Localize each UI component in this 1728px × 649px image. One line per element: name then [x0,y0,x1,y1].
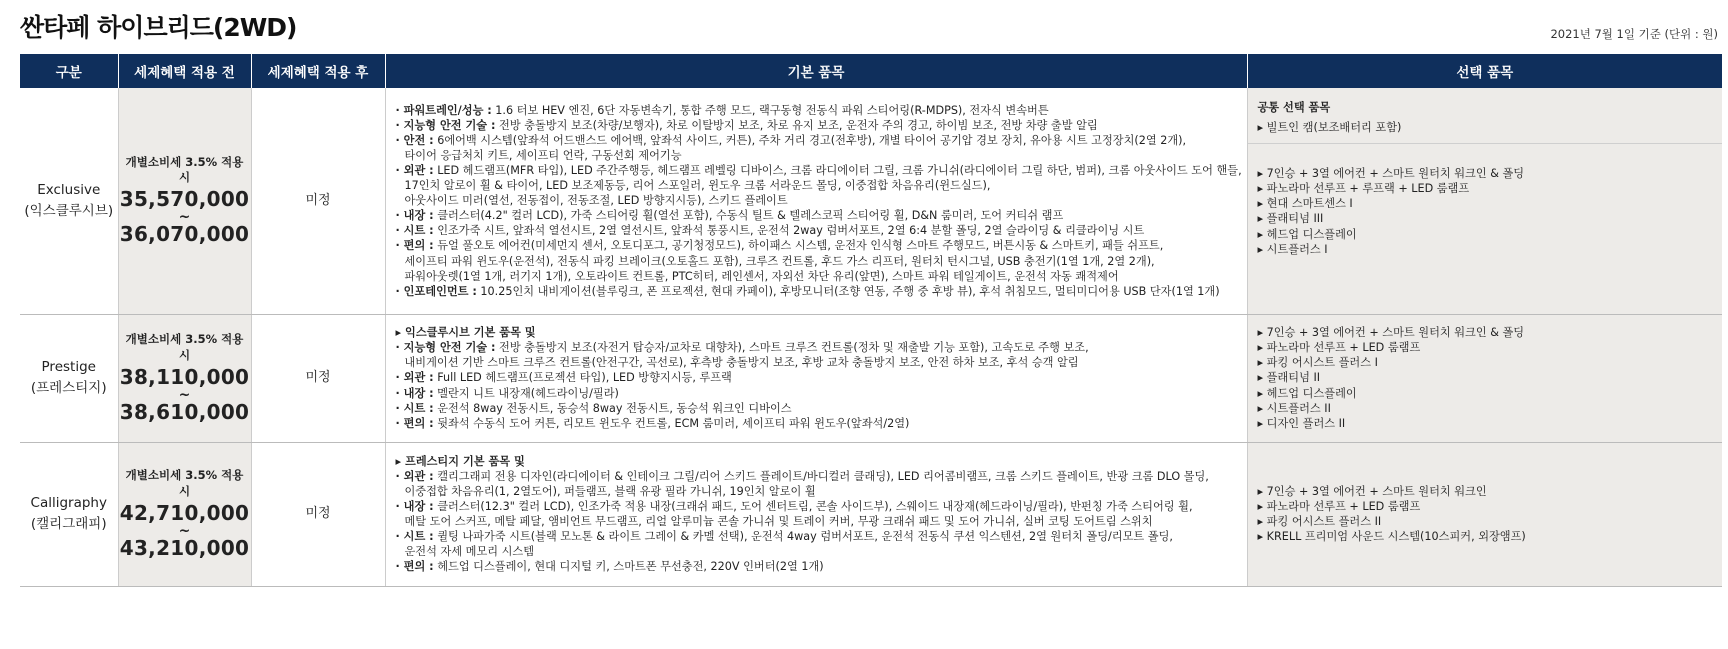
basic-item-continuation: 파워아웃렛(1열 1개, 러기지 1개), 오토라이트 컨트롤, PTC히터, 레인센서, 자외선 차단 유리(앞면), 스마트 파워 테일게이트, 운전석 자동 쾌적제어 [404,269,1119,283]
trim-name-cell [20,442,118,586]
basic-item [396,386,1237,401]
basic-item-text: 클러스터(12.3" 컬러 LCD), 인조가죽 적용 내장(크래쉬 패드, 도어 센터트림, 콘솔 사이드부), 스웨이드 내장재(헤드라이닝/필라), 반펀칭 가죽 스티어링 휠, [433,499,1193,513]
price-before-cell [118,442,251,586]
basic-item-text: 인조가죽 시트, 앞좌석 열선시트, 2열 열선시트, 앞좌석 통풍시트, 운전석 2way 럼버서포트, 2열 6:4 분할 폴딩, 2열 슬라이딩 & 리클라이닝 시트 [433,224,1145,238]
option-item: ▸ 파킹 어시스트 플러스 I [1257,356,1378,370]
common-options [1248,100,1723,144]
basic-item [396,454,1237,469]
basic-item-category: · 파워트레인/성능 : [395,103,492,117]
basic-item-text: 뒷좌석 수동식 도어 커튼, 리모트 윈도우 컨트롤, ECM 룸미러, 세이프티 파워 윈도우(앞좌석/2열) [433,416,910,430]
tax-label: 개별소비세 3.5% 적용 시 [125,332,244,362]
trim-name-cell [20,88,118,314]
option-item: ▸ 헤드업 디스플레이 [1257,386,1357,400]
basic-item-category: · 편의 : [395,416,434,430]
table-row [20,314,1722,442]
price-max: 38,610,000 [119,399,250,424]
price-after-cell [251,88,385,314]
basic-item-text: 멜란지 니트 내장재(헤드라이닝/필라) [433,386,619,400]
basic-item-category: ▸ 익스클루시브 기본 품목 및 [395,326,536,340]
basic-item-category: · 시트 : [395,224,434,238]
basic-item-category: · 내장 : [395,209,434,223]
price-after-value: 미정 [305,193,331,209]
basic-item-category: · 지능형 안전 기술 : [395,341,496,355]
price-table [20,54,1722,587]
price-min: 35,570,000 [119,187,250,212]
basic-items-cell [385,314,1247,442]
basic-item-continuation: 타이어 응급처치 키트, 세이프티 언락, 구동선회 제어기능 [404,148,682,162]
price-after-value: 미정 [305,370,331,386]
trim-name: Exclusive [37,181,101,198]
header-option-items: 선택 품목 [1247,54,1722,88]
basic-item-continuation: 내비게이션 기반 스마트 크루즈 컨트롤(안전구간, 곡선로), 후측방 충돌방지 보조, 후방 교차 충돌방지 보조, 안전 하차 보조, 후석 승객 알림 [404,356,1079,370]
option-item: ▸ 7인승 + 3열 에어컨 + 스마트 원터치 워크인 & 폴딩 [1257,167,1525,181]
basic-item-text: 10.25인치 내비게이션(블루링크, 폰 프로젝션, 현대 카페이), 후방모니터(조향 연동, 주행 중 후방 뷰), 후석 취침모드, 멀티미디어용 USB 단자(1열 1개) [476,284,1220,298]
table-header-row [20,54,1722,88]
basic-item [396,529,1237,544]
common-option-item: ▸ 빌트인 캠(보조배터리 포함) [1257,121,1402,135]
basic-item-category: · 외관 : [395,164,434,178]
basic-item-category: · 안전 : [395,133,434,147]
option-item: ▸ 파킹 어시스트 플러스 II [1257,515,1382,528]
price-range-tilde: ~ [178,522,191,539]
basic-item [396,284,1237,299]
basic-item-text: 1.6 터보 HEV 엔진, 6단 자동변속기, 통합 주행 모드, 랙구동형 전동식 파워 스티어링(R-MDPS), 전자식 변속버튼 [491,103,1049,117]
option-item: ▸ 디자인 플러스 II [1257,416,1346,430]
basic-items-cell [385,88,1247,314]
basic-item [396,133,1237,148]
option-item: ▸ 헤드업 디스플레이 [1257,227,1357,241]
page-title: 싼타페 하이브리드(2WD) [20,13,297,42]
basic-item-text: 헤드업 디스플레이, 현대 디지털 키, 스마트폰 무선충전, 220V 인버터(2열 1개) [433,560,824,574]
basic-item-category: · 인포테인먼트 : [395,284,477,298]
option-item: ▸ 플래티넘 II [1257,371,1321,385]
header-price-after: 세제혜택 적용 후 [251,54,385,88]
option-items-cell [1247,442,1722,586]
price-before-cell [118,88,251,314]
basic-item-text: 6에어백 시스템(앞좌석 어드밴스드 에어백, 앞좌석 사이드, 커튼), 주차 거리 경고(전후방), 개별 타이어 공기압 경보 장치, 유아용 시트 고정장치(2열 2개), [433,133,1187,147]
basic-item [396,340,1237,355]
basic-item-text: 전방 충돌방지 보조(자전거 탑승자/교차로 대향차), 스마트 크루즈 컨트롤(정차 및 재출발 기능 포함), 고속도로 주행 보조, [495,341,1089,355]
basic-item-text: LED 헤드램프(MFR 타입), LED 주간주행등, 헤드램프 레벨링 디바이스, 크롬 라디에이터 그릴, 크롬 가니쉬(라디에이터 그릴 하단, 범퍼), 크롬 아웃사이드 도어 핸들, [433,164,1242,178]
basic-item-category: · 외관 : [395,469,434,483]
option-item: ▸ 현대 스마트센스 I [1257,197,1353,211]
basic-item [396,103,1237,118]
common-options-title: 공통 선택 품목 [1257,101,1331,114]
trim-name-korean: (캘리그래피) [30,516,107,532]
basic-item [396,469,1237,484]
price-max: 43,210,000 [119,535,250,560]
basic-item [396,401,1237,416]
trim-name-cell [20,314,118,442]
price-after-value: 미정 [305,506,331,522]
header-price-before: 세제혜택 적용 전 [118,54,251,88]
basic-item-text: Full LED 헤드램프(프로젝션 타입), LED 방향지시등, 루프랙 [433,371,732,385]
trim-name: Calligraphy [30,495,107,511]
tax-label: 개별소비세 3.5% 적용 시 [125,155,244,185]
header-trim: 구분 [20,54,118,88]
trim-options [1258,144,1713,257]
basic-item [396,370,1237,385]
basic-item-continuation: 메탈 도어 스커프, 메탈 페달, 앰비언트 무드램프, 리얼 알루미늄 콘솔 가니쉬 및 트레이 커버, 무광 크래쉬 패드 및 도어 가니쉬, 실버 코팅 도어트림 스위치 [404,515,1153,528]
basic-item-text: 퀼팅 나파가죽 시트(블랙 모노톤 & 라이트 그레이 & 카멜 선택), 운전석 4way 럼버서포트, 운전석 전동식 쿠션 익스텐션, 2열 원터치 폴딩/리모트 폴딩, [433,530,1173,544]
option-item: ▸ 파노라마 선루프 + LED 룸램프 [1257,341,1421,355]
basic-item [396,416,1237,431]
basic-item-text: 듀얼 풀오토 에어컨(미세먼지 센서, 오토디포그, 공기청정모드), 하이패스 시스템, 운전자 인식형 스마트 주행모드, 버튼시동 & 스마트키, 패들 쉬프트, [433,239,1164,253]
trim-name-korean: (익스클루시브) [24,202,114,219]
option-item: ▸ 시트플러스 I [1257,242,1328,256]
option-item: ▸ 시트플러스 II [1257,401,1331,415]
basic-item-category: · 외관 : [395,371,434,385]
date-unit-note: 2021년 7월 1일 기준 (단위 : 원) [1550,27,1718,41]
option-items-cell [1247,314,1722,442]
basic-item [396,499,1237,514]
tax-label: 개별소비세 3.5% 적용 시 [125,468,244,498]
basic-item-category: · 편의 : [395,560,434,574]
price-min: 42,710,000 [119,500,250,525]
basic-item-text: 운전석 8way 전동시트, 동승석 8way 전동시트, 동승석 워크인 디바이스 [433,401,792,415]
price-before-cell [118,314,251,442]
price-min: 38,110,000 [119,364,250,389]
basic-item-text: 클러스터(4.2" 컬러 LCD), 가죽 스티어링 휠(열선 포함), 수동식 틸트 & 텔레스코픽 스티어링 휠, D&N 룸미러, 도어 커티쉬 램프 [433,209,1064,223]
price-after-cell [251,442,385,586]
basic-item-category: · 시트 : [395,530,434,544]
basic-item-text: 캘리그래피 전용 디자인(라디에이터 & 인테이크 그릴/리어 스키드 플레이트/바디컬러 클래딩), LED 리어콤비램프, 크롬 스키드 플레이트, 반광 크롬 DLO 몰딩, [433,469,1209,483]
price-max: 36,070,000 [119,222,250,247]
table-row [20,442,1722,586]
basic-item [396,208,1237,223]
basic-item-category: · 지능형 안전 기술 : [395,118,496,132]
basic-item-continuation: 아웃사이드 미러(열선, 전동접이, 전동조절, LED 방향지시등), 스키드 플레이트 [404,194,788,208]
basic-item-category: · 시트 : [395,401,434,415]
option-item: ▸ 플래티넘 III [1257,212,1324,226]
basic-item [396,223,1237,238]
basic-item-category: ▸ 프레스티지 기본 품목 및 [395,454,525,468]
basic-item-category: · 편의 : [395,239,434,253]
basic-item [396,559,1237,574]
basic-item [395,163,1242,178]
basic-item-continuation: 17인치 알로이 휠 & 타이어, LED 보조제동등, 리어 스포일러, 윈도우 크롬 서라운드 몰딩, 이중접합 차음유리(윈드실드), [404,179,991,193]
basic-item [396,118,1237,133]
price-after-cell [251,314,385,442]
header-basic-items: 기본 품목 [385,54,1247,88]
option-item: ▸ 파노라마 선루프 + LED 룸램프 [1257,499,1421,513]
basic-item [396,325,1237,340]
basic-item-continuation: 세이프티 파워 윈도우(운전석), 전동식 파킹 브레이크(오토홀드 포함), 크루즈 컨트롤, 후드 가스 리프터, 원터치 턴시그널, USB 충전기(1열 1개, 2열 2개), [404,254,1155,268]
option-item: ▸ KRELL 프리미엄 사운드 시스템(10스피커, 외장앰프) [1257,530,1526,544]
basic-item-category: · 내장 : [395,386,434,400]
basic-item-text: 전방 충돌방지 보조(차량/보행자), 차로 이탈방지 보조, 차로 유지 보조, 운전자 주의 경고, 하이빔 보조, 전방 차량 출발 알림 [495,118,1098,132]
option-item: ▸ 7인승 + 3열 에어컨 + 스마트 원터치 워크인 & 폴딩 [1257,326,1525,340]
table-row [20,88,1722,314]
basic-item-category: · 내장 : [395,499,434,513]
option-items-cell [1247,88,1722,314]
basic-item [396,238,1237,253]
option-item: ▸ 7인승 + 3열 에어컨 + 스마트 원터치 워크인 [1257,484,1487,498]
trim-name-korean: (프레스티지) [30,380,107,396]
basic-item-continuation: 이중접합 차음유리(1, 2열도어), 퍼들램프, 블랙 유광 필라 가니쉬, 19인치 알로이 휠 [404,484,816,498]
basic-item-continuation: 운전석 자세 메모리 시스템 [404,545,535,559]
price-range-tilde: ~ [178,386,191,403]
trim-name: Prestige [41,359,96,375]
basic-items-cell [385,442,1247,586]
price-range-tilde: ~ [178,209,191,226]
option-item: ▸ 파노라마 선루프 + 루프랙 + LED 룸램프 [1257,182,1470,196]
